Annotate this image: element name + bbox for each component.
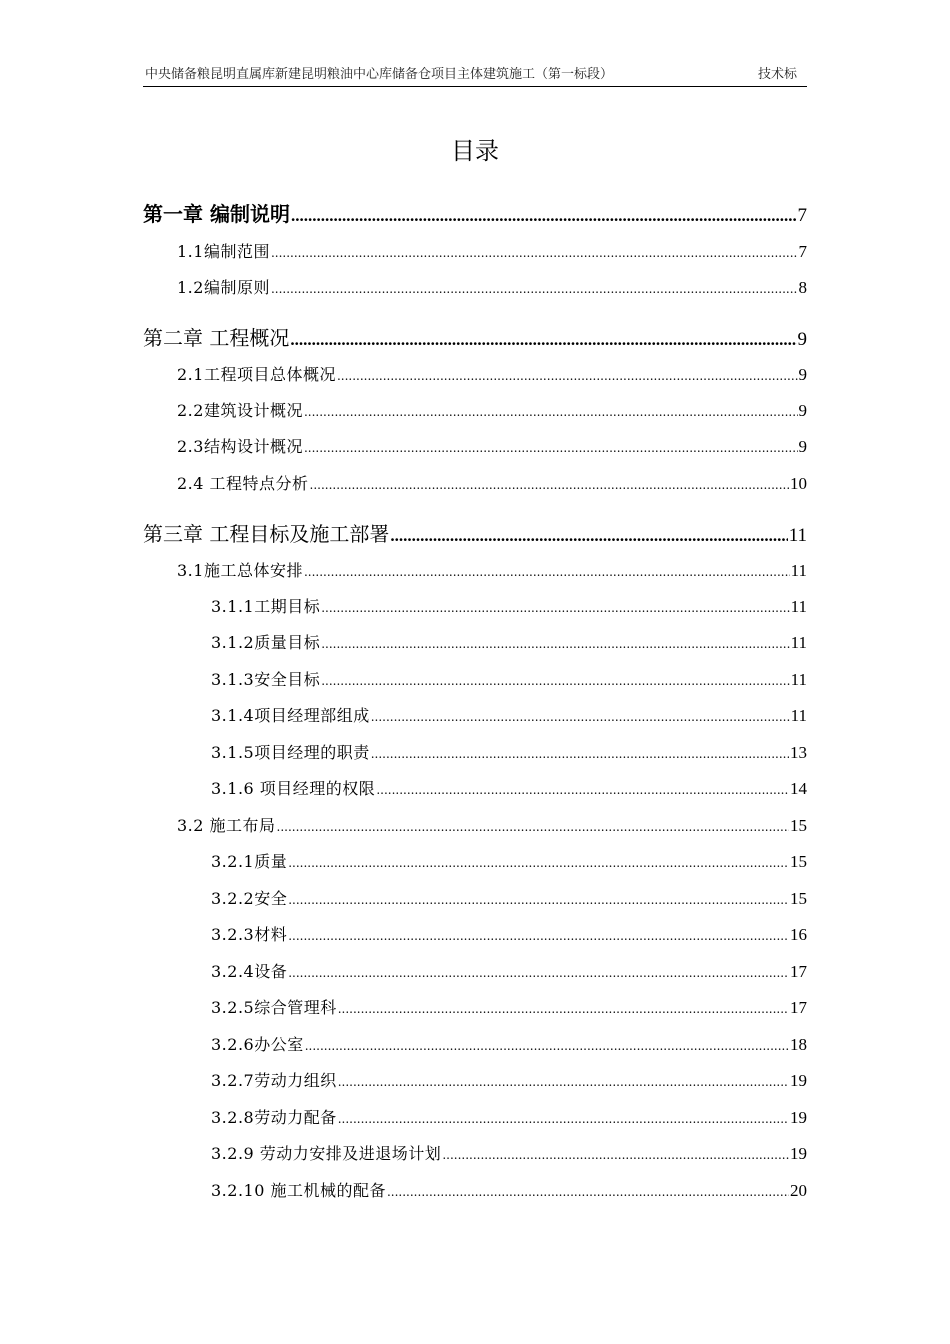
toc-dot-leader: [337, 363, 798, 389]
toc-dot-leader: [376, 777, 789, 803]
toc-dot-leader: [442, 1142, 789, 1168]
toc-dot-leader: [288, 850, 789, 876]
toc-entry-page-number: 19: [790, 1144, 807, 1163]
toc-entry-level-3[interactable]: [211, 886, 807, 912]
toc-entry-page-number: 15: [790, 816, 807, 835]
toc-entry-label: 3.2.1质量: [211, 852, 288, 871]
toc-dot-leader: [338, 1069, 789, 1095]
toc-entry-level-3[interactable]: [211, 630, 807, 656]
toc-dot-leader: [310, 472, 789, 498]
toc-entry-page-number: 11: [790, 597, 807, 616]
toc-entry-label: 3.1.3安全目标: [211, 670, 321, 689]
toc-entry-page-number: 9: [798, 437, 807, 456]
toc-dot-leader: [338, 1106, 789, 1132]
toc-entry-level-3[interactable]: [211, 1178, 807, 1204]
toc-entry-level-2[interactable]: [177, 558, 807, 584]
toc-dot-leader: [288, 923, 789, 949]
toc-entry-level-2[interactable]: [177, 275, 807, 301]
toc-entry-level-1[interactable]: [143, 519, 807, 549]
toc-entry-page-number: 14: [790, 779, 807, 798]
toc-entry-page-number: 19: [790, 1108, 807, 1127]
toc-entry-level-3[interactable]: [211, 1141, 807, 1167]
toc-entry-label: 1.2编制原则: [177, 278, 270, 297]
toc-dot-leader: [271, 240, 798, 266]
toc-dot-leader: [288, 887, 789, 913]
toc-entry-level-3[interactable]: [211, 1068, 807, 1094]
toc-entry-label: 第一章 编制说明: [143, 202, 290, 226]
toc-entry-level-2[interactable]: [177, 813, 807, 839]
toc-entry-level-1[interactable]: [143, 199, 807, 229]
toc-entry-label: 3.2.4设备: [211, 962, 288, 981]
toc-entry-label: 3.2.7劳动力组织: [211, 1071, 337, 1090]
toc-entry-page-number: 19: [790, 1071, 807, 1090]
toc-entry-label: 1.1编制范围: [177, 242, 270, 261]
toc-entry-page-number: 15: [790, 852, 807, 871]
toc-dot-leader: [321, 631, 789, 657]
toc-entry-label: 3.2.6办公室: [211, 1035, 304, 1054]
toc-entry-label: 2.3结构设计概况: [177, 437, 303, 456]
toc-entry-level-2[interactable]: [177, 471, 807, 497]
toc-entry-label: 3.2.8劳动力配备: [211, 1108, 337, 1127]
toc-entry-level-3[interactable]: [211, 776, 807, 802]
toc-entry-label: 3.1.6 项目经理的权限: [211, 779, 376, 798]
toc-dot-leader: [304, 435, 798, 461]
toc-entry-page-number: 10: [790, 474, 807, 493]
toc-entry-label: 3.1.4项目经理部组成: [211, 706, 370, 725]
header-project-title: 中央储备粮昆明直属库新建昆明粮油中心库储备仓项目主体建筑施工（第一标段）: [145, 67, 614, 82]
toc-entry-page-number: 11: [790, 670, 807, 689]
toc-entry-level-3[interactable]: [211, 922, 807, 948]
toc-entry-page-number: 17: [790, 998, 807, 1017]
toc-dot-leader: [290, 325, 796, 355]
toc-dot-leader: [291, 201, 797, 231]
toc-entry-page-number: 7: [797, 205, 807, 226]
header-doc-type: 技术标: [757, 67, 797, 82]
toc-entry-label: 第二章 工程概况: [143, 326, 290, 350]
toc-entry-level-2[interactable]: [177, 398, 807, 424]
toc-entry-level-3[interactable]: [211, 594, 807, 620]
toc-entry-level-3[interactable]: [211, 959, 807, 985]
page-header: [143, 64, 807, 87]
toc-entry-page-number: 16: [790, 925, 807, 944]
toc-entry-page-number: 17: [790, 962, 807, 981]
toc-dot-leader: [288, 960, 789, 986]
toc-entry-page-number: 11: [790, 706, 807, 725]
toc-entry-page-number: 11: [790, 561, 807, 580]
toc-dot-leader: [304, 399, 798, 425]
toc-entry-level-1[interactable]: [143, 323, 807, 353]
toc-dot-leader: [371, 741, 789, 767]
toc-entry-level-3[interactable]: [211, 1105, 807, 1131]
toc-entry-page-number: 9: [798, 401, 807, 420]
toc-entry-label: 2.2建筑设计概况: [177, 401, 303, 420]
toc-entry-page-number: 7: [798, 242, 807, 261]
toc-dot-leader: [321, 595, 789, 621]
toc-entry-level-3[interactable]: [211, 667, 807, 693]
toc-entry-level-2[interactable]: [177, 239, 807, 265]
toc-entry-label: 3.2.10 施工机械的配备: [211, 1181, 386, 1200]
toc-dot-leader: [304, 559, 790, 585]
toc-entry-page-number: 15: [790, 889, 807, 908]
toc-dot-leader: [371, 704, 790, 730]
toc-entry-label: 3.2.5综合管理科: [211, 998, 337, 1017]
toc-dot-leader: [338, 996, 789, 1022]
toc-dot-leader: [321, 668, 789, 694]
toc-entry-level-2[interactable]: [177, 362, 807, 388]
toc-entry-level-3[interactable]: [211, 740, 807, 766]
toc-entry-label: 3.1.1工期目标: [211, 597, 321, 616]
toc-dot-leader: [271, 276, 798, 302]
toc-entry-level-3[interactable]: [211, 703, 807, 729]
toc-entry-label: 2.4 工程特点分析: [177, 474, 309, 493]
toc-entry-level-3[interactable]: [211, 995, 807, 1021]
toc-dot-leader: [305, 1033, 789, 1059]
toc-entry-page-number: 9: [797, 329, 807, 350]
toc-entry-page-number: 11: [788, 525, 807, 546]
toc-entry-page-number: 13: [790, 743, 807, 762]
toc-entry-label: 3.2.2安全: [211, 889, 288, 908]
toc-entry-page-number: 8: [798, 278, 807, 297]
toc-dot-leader: [390, 521, 787, 551]
toc-entry-label: 3.2.9 劳动力安排及进退场计划: [211, 1144, 442, 1163]
toc-entry-page-number: 18: [790, 1035, 807, 1054]
toc-entry-label: 3.2 施工布局: [177, 816, 276, 835]
toc-dot-leader: [277, 814, 789, 840]
toc-entry-level-2[interactable]: [177, 434, 807, 460]
toc-entry-page-number: 11: [790, 633, 807, 652]
toc-entry-label: 第三章 工程目标及施工部署: [143, 522, 390, 546]
toc-entry-level-3[interactable]: [211, 849, 807, 875]
toc-entry-label: 3.1.2质量目标: [211, 633, 321, 652]
toc-entry-page-number: 9: [798, 365, 807, 384]
toc-dot-leader: [387, 1179, 789, 1205]
toc-entry-label: 3.2.3材料: [211, 925, 288, 944]
toc-entry-page-number: 20: [790, 1181, 807, 1200]
toc-entry-label: 3.1.5项目经理的职责: [211, 743, 370, 762]
toc-entry-label: 2.1工程项目总体概况: [177, 365, 336, 384]
toc-entry-level-3[interactable]: [211, 1032, 807, 1058]
toc-entry-label: 3.1施工总体安排: [177, 561, 303, 580]
toc-title: 目录: [451, 137, 499, 165]
